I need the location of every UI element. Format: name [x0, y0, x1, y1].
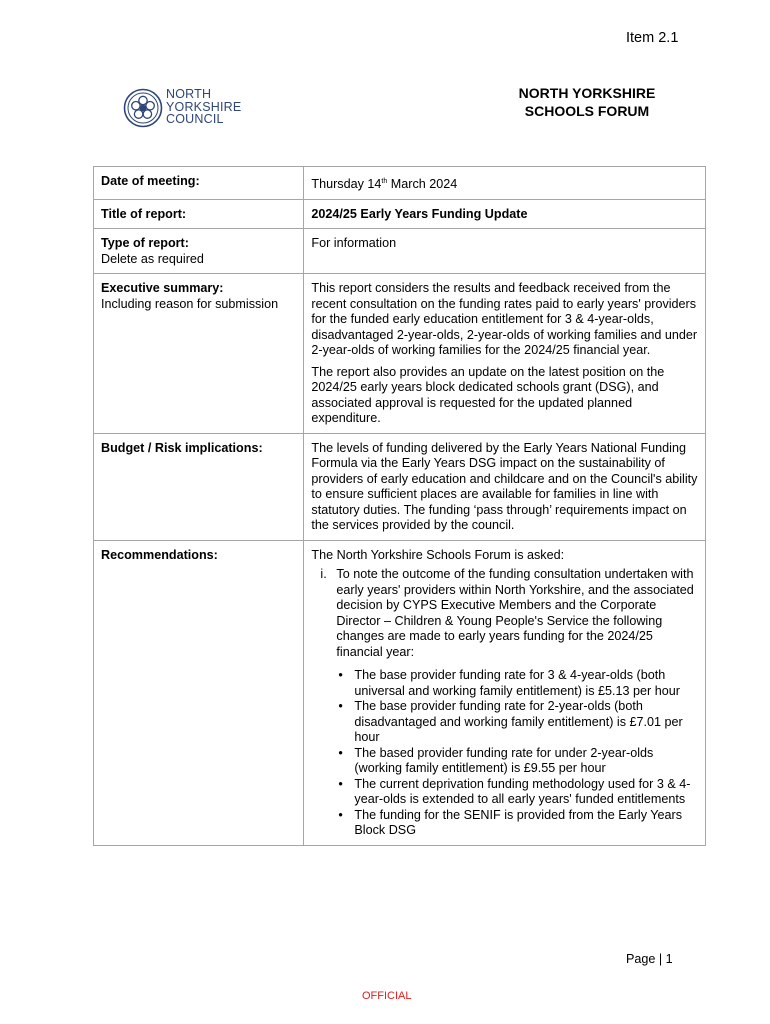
recommendation-text: To note the outcome of the funding consultation undertaken with early years' providers within North Yorkshire, and the associated decision by CYPS Executive Members and the Corporate Director – Children & Young People's Service the following changes are made to early years funding for the 2024/25 financial year: [336, 567, 694, 659]
label-cell [94, 274, 304, 434]
bullet-item: • The current deprivation funding methodology used for 3 & 4-year-olds is extended to all early years' funded entitlements [336, 777, 698, 808]
page-number: Page | 1 [626, 952, 673, 966]
row-title-of-report [94, 199, 706, 229]
row-executive-summary [94, 274, 706, 434]
label-cell [94, 167, 304, 200]
type-label: Type of report: [101, 236, 189, 251]
forum-title-line2: SCHOOLS FORUM [524, 103, 650, 119]
date-value [311, 177, 457, 191]
recommendation-number: i. [320, 567, 327, 582]
executive-paragraph-1: This report considers the results and feedback received from the recent consultation on the funding rates paid to early years' providers for the funded early education entitlement for 3 & 4-year-olds, disadvantaged 2-year-olds, 2-year-olds of working families and under 2-year-olds of working families for the 2024/25 financial year. [311, 281, 698, 358]
bullet-item: • The base provider funding rate for 2-year-olds (both disadvantaged and working family entitlement) is £7.01 per hour [336, 699, 698, 746]
type-value: For information [311, 236, 397, 251]
row-recommendations [94, 540, 706, 845]
row-type-of-report [94, 229, 706, 274]
value-cell [304, 540, 706, 845]
label-cell [94, 540, 304, 845]
council-logo [122, 86, 262, 132]
value-cell [304, 274, 706, 434]
recommendations-label: Recommendations: [101, 547, 218, 562]
label-cell [94, 433, 304, 540]
label-cell [94, 229, 304, 274]
rose-emblem-icon [122, 86, 164, 132]
logo-line-yorkshire: YORKSHIRE [166, 99, 242, 114]
label-cell [94, 199, 304, 229]
date-month-year: March 2024 [387, 177, 458, 192]
executive-label: Executive summary: [101, 281, 224, 296]
executive-paragraph-2: The report also provides an update on the latest position on the 2024/25 early years block dedicated schools grant (DSG), and associated approval is requested for the updated planned expenditure. [311, 364, 665, 426]
value-cell [304, 229, 706, 274]
value-cell [304, 199, 706, 229]
recommendation-bullets [336, 668, 698, 839]
budget-value: The levels of funding delivered by the Early Years National Funding Formula via the Early Years DSG impact on the sustainability of providers of early education and childcare and on the Council's ability to ensure sufficient places are available for families in line with statutory duties. The funding ‘pass through’ requirements impact on the services provided by the council. [311, 440, 698, 533]
recommendation-item [311, 567, 698, 839]
logo-wordmark [166, 88, 241, 126]
title-value: 2024/25 Early Years Funding Update [311, 206, 528, 221]
bullet-item: • The based provider funding rate for under 2-year-olds (working family entitlement) is £9.55 per hour [336, 746, 698, 777]
budget-label: Budget / Risk implications: [101, 440, 263, 455]
classification-label: OFFICIAL [362, 990, 412, 1002]
bullet-item: • The funding for the SENIF is provided from the Early Years Block DSG [336, 808, 698, 839]
date-day: Thursday 14 [311, 177, 382, 192]
bullet-item: • The base provider funding rate for 3 & 4-year-olds (both universal and working family entitlement) is £5.13 per hour [336, 668, 698, 699]
value-cell [304, 433, 706, 540]
recommendations-intro: The North Yorkshire Schools Forum is asked: [311, 547, 565, 562]
type-sublabel: Delete as required [101, 251, 204, 266]
row-date-of-meeting [94, 167, 706, 200]
logo-line-council: COUNCIL [166, 112, 224, 126]
executive-sublabel: Including reason for submission [101, 296, 279, 311]
item-number: Item 2.1 [626, 30, 679, 46]
logo-line-north: NORTH [166, 87, 212, 101]
date-suffix: th [381, 178, 388, 185]
row-budget-risk [94, 433, 706, 540]
report-details-table [93, 166, 706, 846]
date-label: Date of meeting: [101, 174, 200, 188]
title-label: Title of report: [101, 206, 187, 221]
forum-title [500, 84, 674, 120]
forum-title-line1: NORTH YORKSHIRE [518, 85, 656, 101]
value-cell [304, 167, 706, 200]
